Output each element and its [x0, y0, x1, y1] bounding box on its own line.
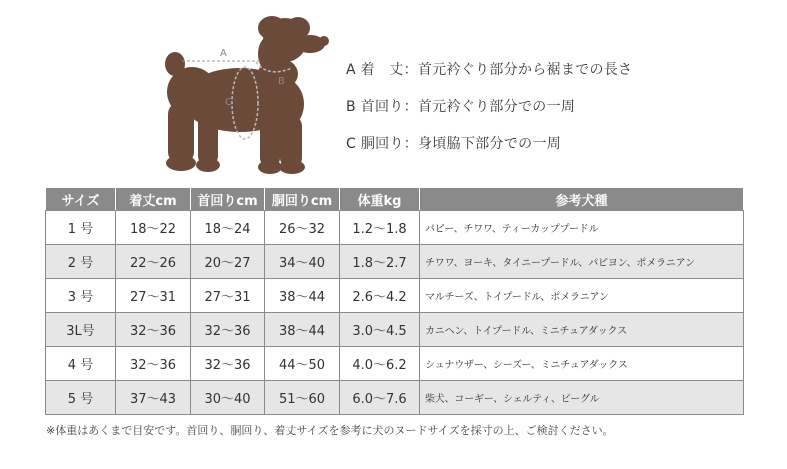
footnote: ※体重はあくまで目安です。首回り、胴回り、着丈サイズを参考に犬のヌードサイズを採寸の上、ご検討ください。	[46, 424, 614, 437]
legend-item-b: B 首回り：首元衿ぐり部分での一周	[346, 99, 576, 115]
table-row	[46, 279, 744, 313]
cell-size: 5 号	[46, 381, 116, 415]
cell-breed: チワワ、ヨーキ、タイニープードル、パピヨン、ポメラニアン	[420, 245, 744, 279]
cell-neck: 27～31	[191, 279, 265, 313]
cell-length: 32～36	[116, 347, 191, 381]
cell-weight: 1.2～1.8	[340, 211, 420, 245]
table-row	[46, 347, 744, 381]
table-row	[46, 313, 744, 347]
cell-girth: 38～44	[265, 279, 340, 313]
header-neck: 首回りcm	[191, 188, 265, 211]
cell-girth: 51～60	[265, 381, 340, 415]
legend-item-a: A 着 丈：首元衿ぐり部分から裾までの長さ	[346, 62, 633, 78]
cell-breed: マルチーズ、トイプードル、ポメラニアン	[420, 279, 744, 313]
cell-breed: パピー、チワワ、ティーカッププードル	[420, 211, 744, 245]
cell-weight: 4.0～6.2	[340, 347, 420, 381]
header-size: サイズ	[46, 188, 116, 211]
cell-length: 37～43	[116, 381, 191, 415]
cell-girth: 38～44	[265, 313, 340, 347]
cell-neck: 18～24	[191, 211, 265, 245]
header-weight: 体重kg	[340, 188, 420, 211]
cell-size: 3 号	[46, 279, 116, 313]
cell-neck: 20～27	[191, 245, 265, 279]
cell-girth: 34～40	[265, 245, 340, 279]
table-row	[46, 211, 744, 245]
size-chart-table	[45, 187, 744, 415]
table-row	[46, 245, 744, 279]
cell-size: 2 号	[46, 245, 116, 279]
label-a: A	[220, 48, 227, 59]
cell-size: 4 号	[46, 347, 116, 381]
cell-length: 27～31	[116, 279, 191, 313]
dog-silhouette-illustration	[150, 8, 340, 180]
cell-breed: 柴犬、コーギー、シェルティ、ビーグル	[420, 381, 744, 415]
header-breed: 参考犬種	[420, 188, 744, 211]
cell-girth: 26～32	[265, 211, 340, 245]
legend-item-c: C 胴回り：身頃脇下部分での一周	[346, 136, 562, 152]
cell-size: 3L号	[46, 313, 116, 347]
label-b: B	[278, 76, 285, 87]
table-row	[46, 381, 744, 415]
cell-neck: 30～40	[191, 381, 265, 415]
cell-neck: 32～36	[191, 347, 265, 381]
header-length: 着丈cm	[116, 188, 191, 211]
cell-neck: 32～36	[191, 313, 265, 347]
header-girth: 胴回りcm	[265, 188, 340, 211]
cell-weight: 1.8～2.7	[340, 245, 420, 279]
cell-length: 22～26	[116, 245, 191, 279]
cell-size: 1 号	[46, 211, 116, 245]
label-c: C	[225, 97, 232, 108]
dog-measurement-diagram	[150, 8, 340, 180]
cell-length: 18～22	[116, 211, 191, 245]
cell-breed: シュナウザー、シーズー、ミニチュアダックス	[420, 347, 744, 381]
cell-weight: 3.0～4.5	[340, 313, 420, 347]
table-header-row	[46, 188, 744, 211]
cell-weight: 2.6～4.2	[340, 279, 420, 313]
cell-girth: 44～50	[265, 347, 340, 381]
measurement-legend	[346, 58, 632, 169]
cell-length: 32～36	[116, 313, 191, 347]
cell-weight: 6.0～7.6	[340, 381, 420, 415]
cell-breed: カニヘン、トイプードル、ミニチュアダックス	[420, 313, 744, 347]
